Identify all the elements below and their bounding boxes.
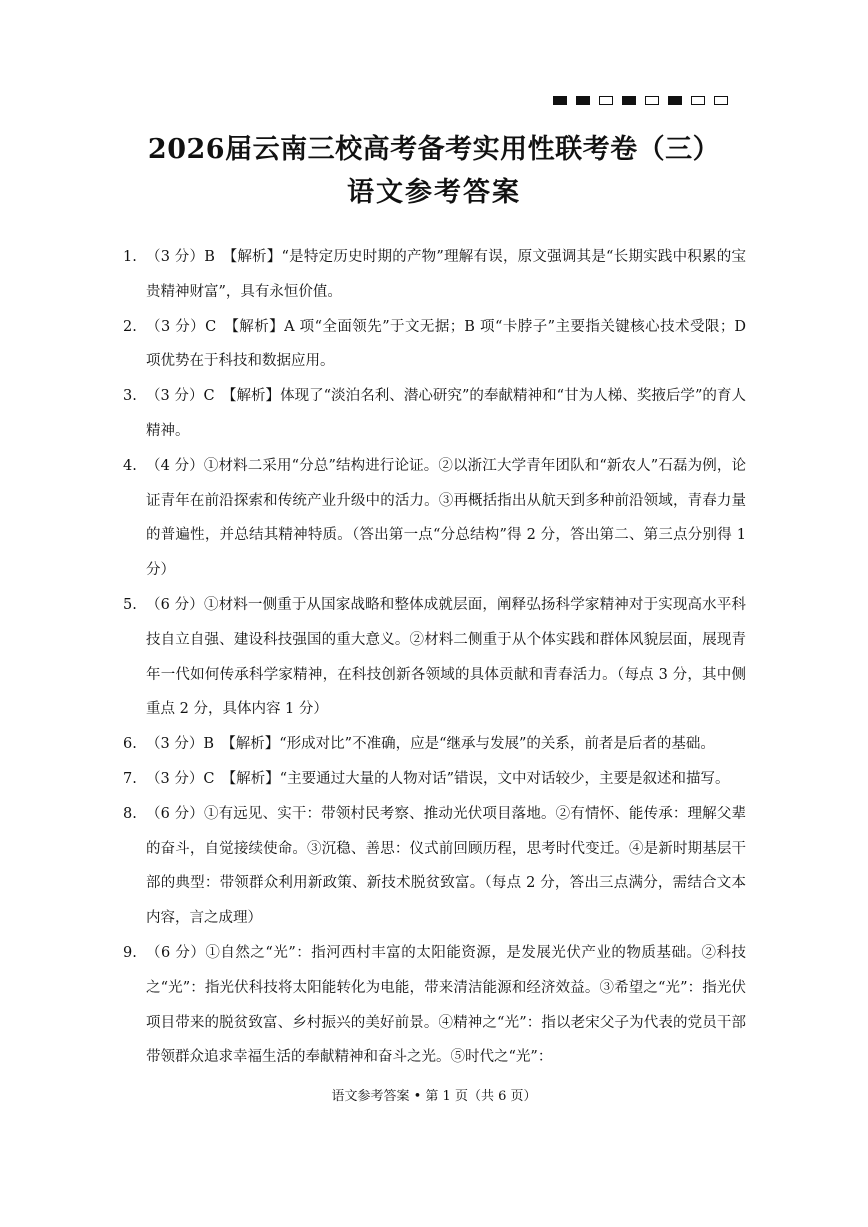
answer-number: 9. <box>123 944 137 961</box>
answer-item <box>123 240 746 310</box>
page-title: 2026届云南三校高考备考实用性联考卷（三） <box>147 134 721 165</box>
answer-number: 2. <box>123 318 137 335</box>
filled-square-mark <box>668 96 682 105</box>
answer-text: （3 分）B 【解析】“是特定历史时期的产物”理解有误，原文强调其是“长期实践中积累的宝贵精神财富”，具有永恒价值。 <box>146 249 746 300</box>
answer-number: 5. <box>123 596 137 613</box>
answer-text: （3 分）B 【解析】“形成对比”不准确，应是“继承与发展”的关系，前者是后者的基础。 <box>146 736 715 753</box>
answer-item <box>123 936 746 1075</box>
answer-number: 3. <box>123 388 137 405</box>
answer-item <box>123 762 746 797</box>
answer-list <box>123 240 746 1075</box>
answer-item <box>123 310 746 380</box>
answer-text: （6 分）①自然之“光”：指河西村丰富的太阳能资源，是发展光伏产业的物质基础。②科技之“光”：指光伏科技将太阳能转化为电能，带来清洁能源和经济效益。③希望之“光”：指光伏项目带来的脱贫致富、乡村振兴的美好前景。④精神之“光”：指以老宋父子为代表的党员干部带领群众追求幸福生活的奉献精神和奋斗之光。⑤时代之“光”： <box>146 944 746 1066</box>
answer-number: 6. <box>123 736 137 753</box>
hollow-square-mark <box>714 96 728 105</box>
answer-text: （4 分）①材料二采用“分总”结构进行论证。②以浙江大学青年团队和“新农人”石磊为例，论证青年在前沿探索和传统产业升级中的活力。③再概括指出从航天到多种前沿领域，青春力量的普遍性，并总结其精神特质。（答出第一点“分总结构”得 2 分，答出第二、第三点分别得 1 分） <box>146 457 746 579</box>
answer-text: （6 分）①有远见、实干：带领村民考察、推动光伏项目落地。②有情怀、能传承：理解父辈的奋斗，自觉接续使命。③沉稳、善思：仪式前回顾历程，思考时代变迁。④是新时期基层干部的典型：带领群众利用新政策、新技术脱贫致富。（每点 2 分，答出三点满分，需结合文本内容，言之成理） <box>146 805 746 927</box>
hollow-square-mark <box>691 96 705 105</box>
filled-square-mark <box>622 96 636 105</box>
answer-text: （6 分）①材料一侧重于从国家战略和整体成就层面，阐释弘扬科学家精神对于实现高水平科技自立自强、建设科技强国的重大意义。②材料二侧重于从个体实践和群体风貌层面，展现青年一代如何传承科学家精神，在科技创新各领域的具体贡献和青春活力。（每点 3 分，其中侧重点 2 分，具体内容 1 分） <box>146 596 746 718</box>
answer-number: 7. <box>123 770 137 787</box>
answer-item <box>123 727 746 762</box>
answer-number: 4. <box>123 457 137 474</box>
page-subtitle: 语文参考答案 <box>347 177 521 208</box>
filled-square-mark <box>553 96 567 105</box>
answer-item <box>123 588 746 727</box>
answer-number: 1. <box>123 249 137 265</box>
answer-text: （3 分）C 【解析】“主要通过大量的人物对话”错误，文中对话较少，主要是叙述和描写。 <box>146 770 730 787</box>
answer-item <box>123 379 746 449</box>
header-marks <box>553 96 728 107</box>
hollow-square-mark <box>645 96 659 105</box>
answer-item <box>123 797 746 936</box>
page-footer: 语文参考答案 • 第 1 页（共 6 页） <box>331 1089 537 1104</box>
answer-text: （3 分）C 【解析】体现了“淡泊名利、潜心研究”的奉献精神和“甘为人梯、奖掖后学”的育人精神。 <box>146 388 746 439</box>
hollow-square-mark <box>599 96 613 105</box>
answer-item <box>123 449 746 588</box>
answer-number: 8. <box>123 805 137 822</box>
filled-square-mark <box>576 96 590 105</box>
answer-text: （3 分）C 【解析】A 项“全面领先”于文无据；B 项“卡脖子”主要指关键核心技术受限；D 项优势在于科技和数据应用。 <box>146 318 746 370</box>
